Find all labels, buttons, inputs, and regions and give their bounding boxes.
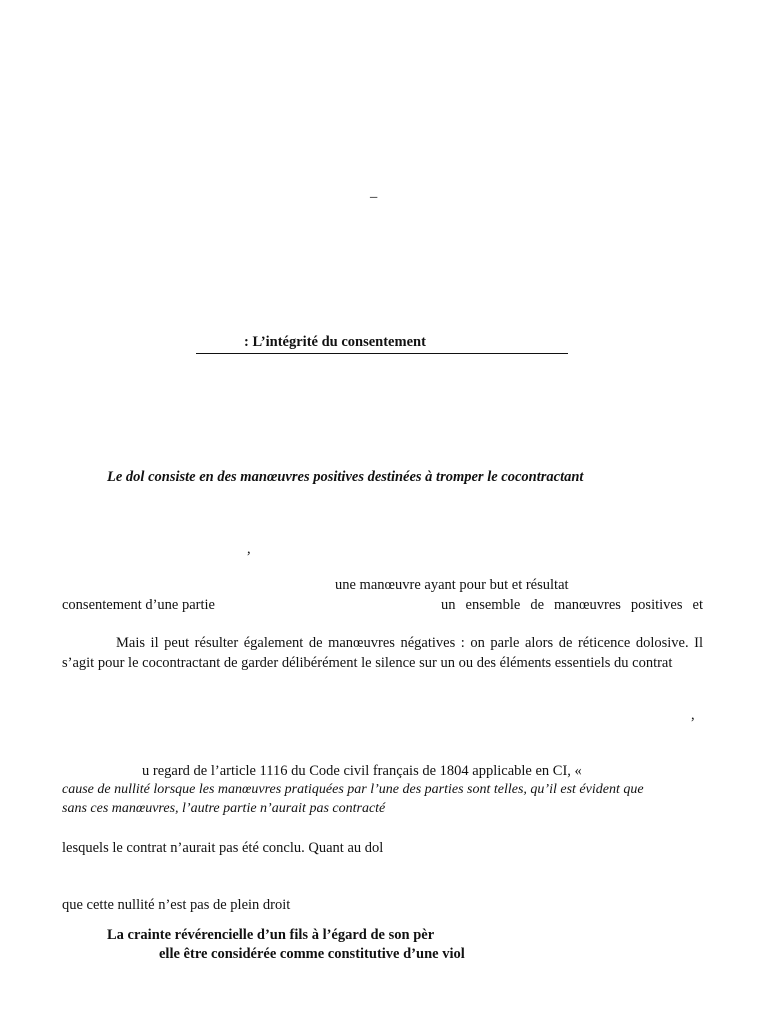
manoeuvre-line: une manœuvre ayant pour but et résultat (335, 577, 569, 593)
article-quote-line-2: sans ces manœuvres, l’autre partie n’aurait pas contracté (62, 801, 386, 816)
dol-heading: Le dol consiste en des manœuvres positives destinées à tromper le cocontractant (107, 469, 584, 485)
section-title-underline (196, 333, 568, 354)
reticence-paragraph-line-1: Mais il peut résulter également de manœuvres négatives : on parle alors de réticence dolosive. Il (116, 635, 703, 651)
article-quote-line-1: cause de nullité lorsque les manœuvres pratiquées par l’une des parties sont telles, qu’il est évident que (62, 782, 644, 797)
stray-comma: , (247, 541, 251, 557)
crainte-line-2: elle être considérée comme constitutive d’une viol (159, 946, 465, 962)
consentement-line-left: consentement d’une partie (62, 597, 215, 613)
consentement-line (62, 596, 703, 614)
reticence-paragraph-line-2: s’agit pour le cocontractant de garder délibérément le silence sur un ou des éléments essentiels du contrat (62, 655, 673, 671)
consentement-line-right: un ensemble de manœuvres positives et (441, 597, 703, 613)
top-dash: – (370, 189, 378, 205)
lesquels-line: lesquels le contrat n’aurait pas été conclu. Quant au dol (62, 840, 384, 856)
crainte-line-1: La crainte révérencielle d’un fils à l’égard de son pèr (107, 927, 435, 943)
stray-comma: , (691, 707, 695, 723)
nullite-line: que cette nullité n’est pas de plein droit (62, 897, 291, 913)
section-title: : L’intégrité du consentement (244, 334, 426, 350)
article-line: u regard de l’article 1116 du Code civil français de 1804 applicable en CI, « (142, 763, 582, 779)
